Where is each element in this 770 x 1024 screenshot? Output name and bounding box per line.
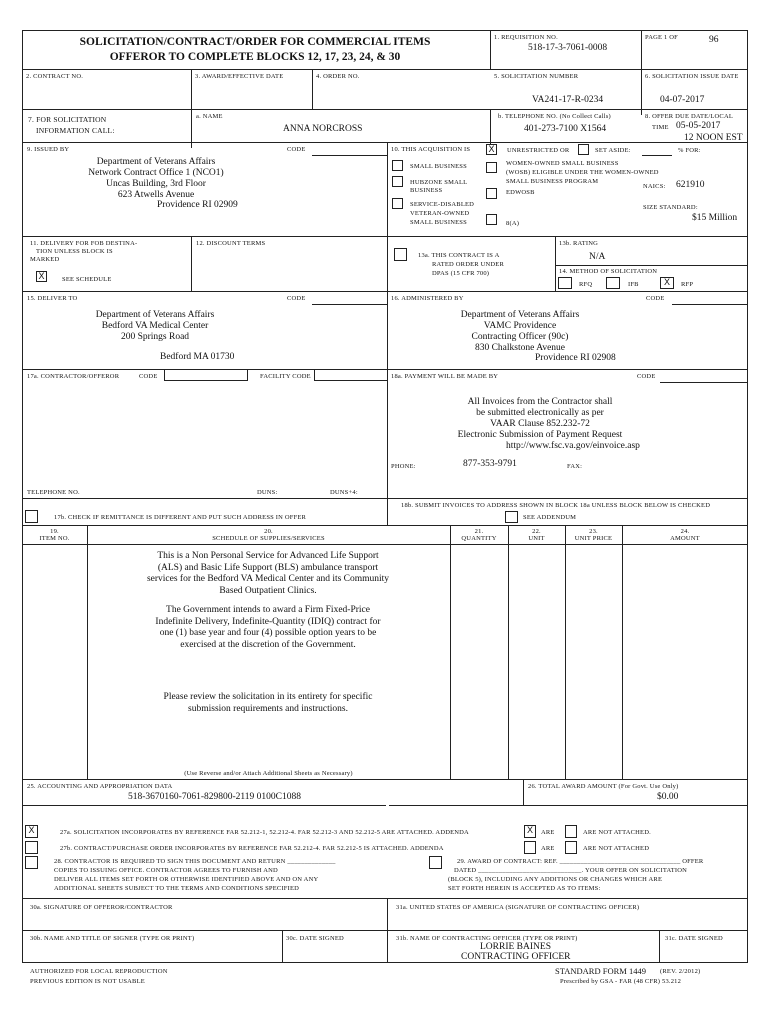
contract-no-label: 2. CONTRACT NO. — [26, 73, 84, 80]
27b-are-not-label: ARE NOT ATTACHED — [583, 845, 650, 852]
edwosb-checkbox[interactable] — [486, 188, 497, 199]
accounting-label: 25. ACCOUNTING AND APPROPRIATION DATA — [27, 783, 173, 790]
see-schedule-label: SEE SCHEDULE — [62, 276, 112, 283]
method-label: 14. METHOD OF SOLICITATION — [559, 268, 658, 275]
contractor-duns-label: DUNS: — [257, 489, 278, 496]
schedule-para2-line4: exercised at the discretion of the Government. — [180, 639, 356, 650]
naics-label: NAICS: — [643, 183, 666, 190]
contractor-telephone-label: TELEPHONE NO. — [27, 489, 80, 496]
footer-prescribed: Prescribed by GSA - FAR (48 CFR) 53.212 — [560, 978, 682, 985]
hubzone-label-2: BUSINESS — [410, 187, 443, 194]
col-24-label: AMOUNT — [670, 535, 700, 542]
offeror-date-label: 30c. DATE SIGNED — [286, 935, 344, 942]
contractor-code-label: CODE — [139, 373, 158, 380]
payment-instructions-3: VAAR Clause 852.232-72 — [490, 419, 590, 429]
solicitation-number-label: 5. SOLICITATION NUMBER — [494, 73, 579, 80]
wosb-label-2: (WOSB) ELIGIBLE UNDER THE WOMEN-OWNED — [506, 169, 659, 176]
hubzone-label-1: HUBZONE SMALL — [410, 179, 468, 186]
administered-by-address-1: Department of Veterans Affairs — [460, 310, 580, 320]
issued-by-address-1: Department of Veterans Affairs — [96, 157, 216, 167]
delivery-label-2: TION UNLESS BLOCK IS — [36, 248, 113, 255]
27b-are-not-checkbox[interactable] — [565, 841, 577, 854]
29-line3: (BLOCK 5), INCLUDING ANY ADDITIONS OR CHANGES WHICH ARE — [448, 876, 663, 883]
delivery-label-3: MARKED — [30, 256, 60, 263]
offer-due-time-label: TIME — [652, 124, 669, 131]
issued-by-address-3: Uncas Building, 3rd Floor — [106, 179, 206, 189]
signer-name-label: 30b. NAME AND TITLE OF SIGNER (TYPE OR PRINT) — [30, 935, 195, 942]
signature-co-label: 31a. UNITED STATES OF AMERICA (SIGNATURE OF CONTRACTING OFFICER) — [396, 904, 640, 911]
facility-code-box[interactable] — [314, 369, 387, 381]
col-20-num: 20. — [264, 528, 273, 535]
payment-instructions-4: Electronic Submission of Payment Request — [457, 430, 623, 440]
small-business-label: SMALL BUSINESS — [410, 163, 467, 170]
col-19-num: 19. — [50, 528, 59, 535]
footer-previous-edition: PREVIOUS EDITION IS NOT USABLE — [30, 978, 145, 985]
administered-by-label: 16. ADMINISTERED BY — [391, 295, 464, 302]
contractor-label: 17a. CONTRACTOR/OFFEROR — [27, 373, 120, 380]
rfq-checkbox[interactable] — [558, 277, 572, 289]
submit-invoices-label: 18b. SUBMIT INVOICES TO ADDRESS SHOWN IN BLOCK 18a UNLESS BLOCK BELOW IS CHECKED — [401, 502, 711, 509]
schedule-para3-line1: Please review the solicitation in its entirety for specific — [163, 692, 373, 702]
schedule-para1-line4: Based Outpatient Clinics. — [219, 585, 317, 596]
eight-a-checkbox[interactable] — [486, 214, 497, 225]
sdvosb-label-1: SERVICE-DISABLED — [410, 201, 475, 208]
schedule-para2-line3: one (1) base year and four (4) possible option years to be — [159, 628, 377, 638]
col-22-label: UNIT — [528, 535, 545, 542]
deliver-to-label: 15. DELIVER TO — [27, 295, 78, 302]
see-schedule-checkbox[interactable]: X — [36, 271, 47, 282]
telephone-label: b. TELEPHONE NO. (No Collect Calls) — [498, 113, 611, 120]
remittance-checkbox[interactable] — [25, 510, 38, 523]
delivery-label-1: 11. DELIVERY FOR FOB DESTINA- — [30, 240, 138, 247]
wosb-checkbox[interactable] — [486, 162, 497, 173]
set-aside-label: SET ASIDE: — [595, 147, 631, 154]
schedule-para2-line2: Indefinite Delivery, Indefinite-Quantity (IDIQ) contract for — [155, 616, 381, 627]
col-20-label: SCHEDULE OF SUPPLIES/SERVICES — [212, 535, 325, 542]
28-line3: DELIVER ALL ITEMS SET FORTH OR OTHERWISE IDENTIFIED ABOVE AND ON ANY — [54, 876, 319, 883]
signature-offeror-label: 30a. SIGNATURE OF OFFEROR/CONTRACTOR — [30, 904, 173, 911]
ifb-label: IFB — [628, 281, 639, 288]
27b-are-label: ARE — [541, 845, 555, 852]
issued-by-address-2: Network Contract Office 1 (NCO1) — [88, 168, 224, 178]
see-addendum-label: SEE ADDENDUM — [523, 514, 577, 521]
payment-fax-label: FAX: — [567, 463, 583, 470]
set-aside-pct-label: % FOR: — [678, 147, 701, 154]
27b-are-checkbox[interactable] — [524, 841, 536, 854]
small-business-checkbox[interactable] — [392, 160, 403, 171]
facility-code-label: FACILITY CODE — [260, 373, 311, 380]
discount-terms-label: 12. DISCOUNT TERMS — [196, 240, 266, 247]
rated-order-checkbox[interactable] — [394, 248, 407, 261]
contact-name-value: ANNA NORCROSS — [283, 124, 363, 134]
solicitation-number-value: VA241-17-R-0234 — [532, 95, 604, 105]
rfp-checkbox[interactable]: X — [660, 277, 674, 289]
form-title-line1: SOLICITATION/CONTRACT/ORDER FOR COMMERCIAL ITEMS — [79, 36, 431, 48]
page-label: PAGE 1 OF — [645, 34, 678, 41]
sdvosb-label-3: SMALL BUSINESS — [410, 219, 467, 226]
wosb-label-1: WOMEN-OWNED SMALL BUSINESS — [506, 160, 619, 167]
28-line4: ADDITIONAL SHEETS SUBJECT TO THE TERMS AND CONDITIONS SPECIFIED — [54, 885, 300, 892]
payment-instructions-5: http://www.fsc.va.gov/einvoice.asp — [506, 441, 640, 451]
payment-by-label: 18a. PAYMENT WILL BE MADE BY — [391, 373, 499, 380]
schedule-para2-line1: The Government intends to award a Firm Fixed-Price — [166, 605, 370, 615]
schedule-para1-line3: services for the Bedford VA Medical Center and its Community — [146, 574, 390, 584]
issue-date-label: 6. SOLICITATION ISSUE DATE — [645, 73, 739, 80]
deliver-to-address-3: 200 Springs Road — [120, 332, 190, 342]
27b-checkbox[interactable] — [25, 841, 38, 854]
col-24-num: 24. — [680, 528, 690, 535]
issued-by-label: 9. ISSUED BY — [27, 146, 70, 153]
co-name-value: LORRIE BAINES — [480, 942, 551, 952]
schedule-para1-line2: (ALS) and Basic Life Support (BLS) ambulance transport — [157, 562, 379, 573]
rated-order-label-1: 13a. THIS CONTRACT IS A — [418, 252, 500, 259]
see-addendum-checkbox[interactable] — [505, 511, 518, 523]
offer-due-date: 05-05-2017 — [676, 121, 721, 131]
requisition-label: 1. REQUISITION NO. — [494, 34, 558, 41]
schedule-footnote: (Use Reverse and/or Attach Additional Sheets as Necessary) — [184, 770, 353, 777]
27a-are-checkbox[interactable]: X — [524, 825, 536, 838]
27a-are-not-label: ARE NOT ATTACHED. — [583, 829, 651, 836]
offer-due-label: 8. OFFER DUE DATE/LOCAL — [645, 113, 734, 120]
form-title-line2: OFFEROR TO COMPLETE BLOCKS 12, 17, 23, 24, & 30 — [109, 51, 401, 63]
payment-instructions-1: All Invoices from the Contractor shall — [467, 397, 613, 407]
hubzone-checkbox[interactable] — [392, 176, 403, 187]
schedule-para3-line2: submission requirements and instructions. — [188, 703, 348, 714]
co-date-label: 31c. DATE SIGNED — [665, 935, 723, 942]
payment-instructions-2: be submitted electronically as per — [476, 408, 604, 418]
for-info-label-1: 7. FOR SOLICITATION — [28, 115, 107, 124]
payment-phone-label: PHONE: — [391, 463, 416, 470]
page-total: 96 — [709, 35, 719, 45]
acquisition-label: 10. THIS ACQUISITION IS — [391, 146, 471, 153]
unrestricted-checkbox[interactable]: X — [486, 144, 497, 155]
deliver-to-address-2: Bedford VA Medical Center — [101, 321, 209, 331]
footer-authorized: AUTHORIZED FOR LOCAL REPRODUCTION — [30, 968, 168, 975]
total-award-label: 26. TOTAL AWARD AMOUNT (For Govt. Use Only) — [528, 783, 679, 790]
rfq-label: RFQ — [579, 281, 593, 288]
total-award-value: $0.00 — [657, 792, 679, 802]
administered-by-address-3: Contracting Officer (90c) — [471, 332, 569, 342]
co-title-value: CONTRACTING OFFICER — [461, 952, 571, 962]
issue-date-value: 04-07-2017 — [660, 95, 705, 105]
order-no-label: 4. ORDER NO. — [316, 73, 360, 80]
co-name-label: 31b. NAME OF CONTRACTING OFFICER (TYPE OR PRINT) — [396, 935, 578, 942]
col-22-num: 22. — [532, 528, 541, 535]
unrestricted-label: UNRESTRICTED OR — [507, 147, 570, 154]
deliver-to-code-label: CODE — [287, 295, 306, 302]
contact-name-label: a. NAME — [196, 113, 223, 120]
29-line1: 29. AWARD OF CONTRACT: REF. ___________________________________ OFFER — [457, 858, 704, 865]
administered-by-code-label: CODE — [646, 295, 665, 302]
issued-by-address-4: 623 Atwells Avenue — [117, 190, 195, 200]
size-standard-label: SIZE STANDARD: — [643, 204, 698, 211]
issued-by-address-5: Providence RI 02909 — [157, 200, 238, 210]
requisition-value: 518-17-3-7061-0008 — [528, 43, 608, 53]
wosb-label-3: SMALL BUSINESS PROGRAM — [506, 178, 599, 185]
27a-checkbox[interactable]: X — [25, 825, 38, 838]
27a-are-label: ARE — [541, 829, 555, 836]
deliver-to-address-1: Department of Veterans Affairs — [95, 310, 215, 320]
col-19-label: ITEM NO. — [39, 535, 70, 542]
col-21-label: QUANTITY — [461, 535, 497, 542]
remittance-label: 17b. CHECK IF REMITTANCE IS DIFFERENT AND PUT SUCH ADDRESS IN OFFER — [54, 514, 307, 521]
sdvosb-checkbox[interactable] — [392, 198, 403, 209]
sdvosb-label-2: VETERAN-OWNED — [410, 210, 470, 217]
28-checkbox[interactable] — [25, 856, 38, 869]
administered-by-address-2: VAMC Providence — [483, 321, 557, 331]
size-standard-value: $15 Million — [692, 213, 738, 223]
footer-form-number: STANDARD FORM 1449 — [555, 966, 646, 976]
29-line4: SET FORTH HEREIN IS ACCEPTED AS TO ITEMS: — [448, 885, 601, 892]
col-21-num: 21. — [474, 528, 484, 535]
rated-order-label-3: DPAS (15 CFR 700) — [432, 270, 490, 277]
offer-due-time: 12 NOON EST — [684, 133, 743, 143]
set-aside-checkbox[interactable] — [578, 144, 589, 155]
col-23-num: 23. — [589, 528, 598, 535]
ifb-checkbox[interactable] — [606, 277, 620, 289]
rated-order-label-2: RATED ORDER UNDER — [432, 261, 505, 268]
27b-label: 27b. CONTRACT/PURCHASE ORDER INCORPORATES BY REFERENCE FAR 52.212-4. FAR 52.212-5 IS ATTACHED. ADDENDA — [60, 845, 444, 852]
contractor-duns4-label: DUNS+4: — [330, 489, 358, 496]
rating-value: N/A — [589, 252, 606, 262]
28-line2: COPIES TO ISSUING OFFICE. CONTRACTOR AGREES TO FURNISH AND — [54, 867, 278, 874]
edwosb-label: EDWOSB — [506, 189, 535, 196]
contractor-code-box[interactable] — [164, 369, 248, 381]
administered-by-city: Providence RI 02908 — [535, 353, 616, 363]
footer-revision: (REV. 2/2012) — [660, 968, 701, 975]
28-line1: 28. CONTRACTOR IS REQUIRED TO SIGN THIS DOCUMENT AND RETURN ______________ — [54, 858, 336, 865]
27a-are-not-checkbox[interactable] — [565, 825, 577, 838]
eight-a-label: 8(A) — [506, 220, 520, 227]
accounting-value: 518-3670160-7061-829800-2119 0100C1088 — [128, 792, 302, 802]
rfp-label: RFP — [681, 281, 694, 288]
deliver-to-city: Bedford MA 01730 — [160, 352, 235, 362]
29-checkbox[interactable] — [429, 856, 442, 869]
for-info-label-2: INFORMATION CALL: — [36, 126, 115, 135]
27a-label: 27a. SOLICITATION INCORPORATES BY REFERENCE FAR 52.212-1, 52.212-4. FAR 52.212-3 AND 52.212-5 ARE ATTACHED. ADDENDA — [60, 829, 469, 836]
issued-by-code-label: CODE — [287, 146, 306, 153]
administered-by-address-4: 830 Chalkstone Avenue — [474, 343, 566, 353]
payment-by-code-label: CODE — [637, 373, 656, 380]
telephone-value: 401-273-7100 X1564 — [524, 124, 607, 134]
col-23-label: UNIT PRICE — [574, 535, 613, 542]
naics-value: 621910 — [676, 180, 705, 190]
rating-label: 13b. RATING — [559, 240, 599, 247]
schedule-para1-line1: This is a Non Personal Service for Advanced Life Support — [157, 551, 379, 561]
29-line2: DATED ______________________________. YOUR OFFER ON SOLICITATION — [454, 867, 688, 874]
payment-phone-value: 877-353-9791 — [463, 459, 517, 469]
award-date-label: 3. AWARD/EFFECTIVE DATE — [195, 73, 284, 80]
